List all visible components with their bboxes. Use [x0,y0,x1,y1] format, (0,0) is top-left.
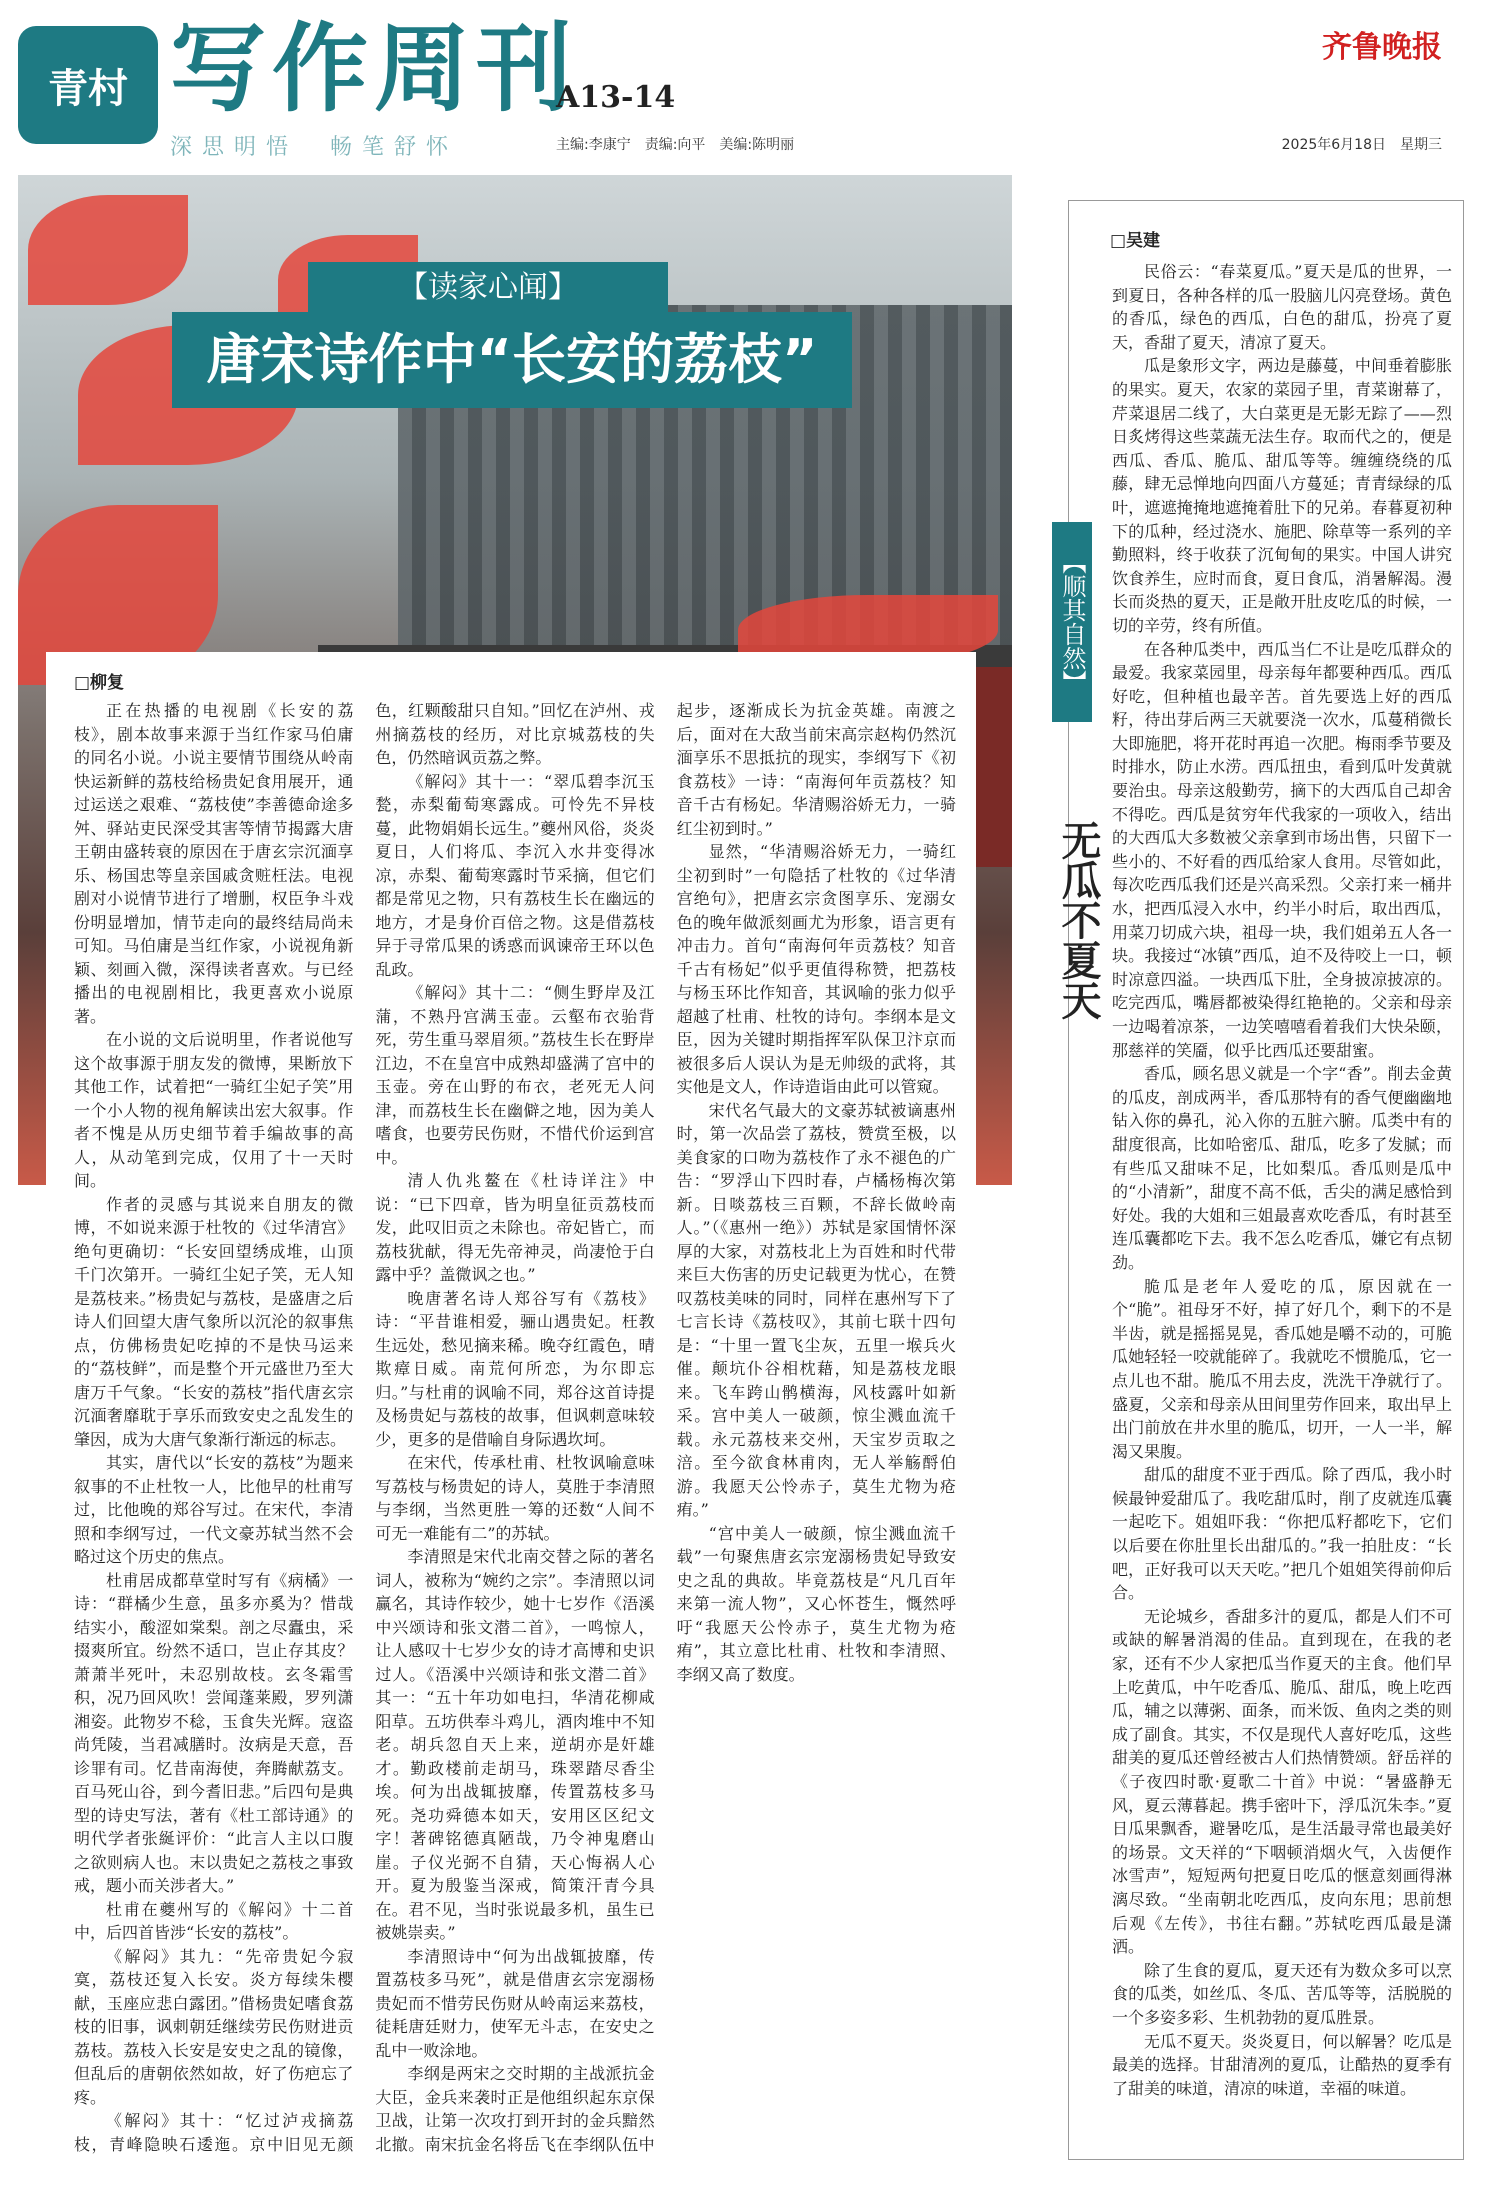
paragraph: 李纲是两宋之交时期的主战派抗金大臣，金兵来袭时正是他组织起东京保卫战，让第一次攻打到开封的金兵黯然北撤。南宋抗金名将岳飞在李纲队伍中起步，逐渐成长为抗金英雄。南渡之后，面对在大敌当前宋高宗赵构仍然沉湎享乐不思抵抗的现实，李纲写下《初食荔枝》一诗：“南海何年贡荔枝？知音千古有杨妃。华清赐浴娇无力，一骑红尘初到时。” [375,701,956,2154]
paragraph: 在各种瓜类中，西瓜当仁不让是吃瓜群众的最爱。我家菜园里，母亲每年都要种西瓜。西瓜好吃，但种植也最辛苦。首先要选上好的西瓜籽，待出芽后两三天就要浇一次水，瓜蔓稍微长大即施肥，将开花时再追一次肥。梅雨季节要及时排水，防止水涝。西瓜扭虫，看到瓜叶发黄就要治虫。母亲这般勤劳，摘下的大西瓜自己却舍不得吃。西瓜是贫穷年代我家的一项收入，结出的大西瓜大多数被父亲拿到市场出售，只留下一些小的、不好看的西瓜给家人食用。尽管如此，每次吃西瓜我们还是兴高采烈。父亲打来一桶井水，把西瓜浸入水中，约半小时后，取出西瓜，用菜刀切成六块，祖母一块，我们姐弟五人各一块。我接过“冰镇”西瓜，迫不及待咬上一口，顿时凉意四溢。一块西瓜下肚，全身披凉披凉的。吃完西瓜，嘴唇都被染得红艳艳的。父亲和母亲一边喝着凉茶，一边笑嘻嘻看着我们大快朵颐，那慈祥的笑靥，似乎比西瓜还要甜蜜。 [1112,639,1452,1060]
paragraph: 正在热播的电视剧《长安的荔枝》，剧本故事来源于当红作家马伯庸的同名小说。小说主要情节围绕从岭南快运新鲜的荔枝给杨贵妃食用展开，通过运送之艰难、“荔枝使”李善德命途多舛、驿站吏民深受其害等情节揭露大唐王朝由盛转衰的原因在于唐玄宗沉湎享乐、杨国忠等皇亲国戚贪赃枉法。电视剧对小说情节进行了增删，权臣争斗戏份明显增加，情节走向的最终结局尚未可知。马伯庸是当红作家，小说视角新颖、刻画入微，深得读者喜欢。与已经播出的电视剧相比，我更喜欢小说原著。 [74,701,354,1026]
left-article [46,652,976,2162]
paragraph: 《解闷》其十一：“翠瓜碧李沉玉甃，赤梨葡萄寒露成。可怜先不异枝蔓，此物娟娟长远生。”夔州风俗，炎炎夏日，人们将瓜、李沉入水井变得冰凉，赤梨、葡萄寒露时节采摘，但它们都是常见之物，只有荔枝生长在幽远的地方，才是身价百倍之物。这是借荔枝异于寻常瓜果的诱惑而讽谏帝王环以色乱政。 [375,771,655,979]
paragraph: “宫中美人一破颜，惊尘溅血流千载”一句聚焦唐玄宗宠溺杨贵妃导致安史之乱的典故。毕竟荔枝是“凡几百年来第一流人物”，又心怀苍生，慨然呼吁“我愿天公怜赤子，莫生尤物为疮痏”，其立意比杜甫、杜牧和李清照、李纲又高了数度。 [676,1523,956,1684]
paragraph: 除了生食的夏瓜，夏天还有为数众多可以烹食的瓜类，如丝瓜、冬瓜、苦瓜等等，活脱脱的一个多姿多彩、生机勃勃的夏瓜胜景。 [1112,1960,1452,2027]
paragraph: 其实，唐代以“长安的荔枝”为题来叙事的不止杜牧一人，比他早的杜甫写过，比他晚的郑谷写过。在宋代，李清照和李纲写过，一代文豪苏轼当然不会略过这个历史的焦点。 [74,1453,354,1566]
paragraph: 《解闷》其十二：“侧生野岸及江蒲，不熟丹宫满玉壶。云壑布衣骀背死，劳生重马翠眉须。”荔枝生长在野岸江边，不在皇宫中成熟却盛满了宫中的玉壶。旁在山野的布衣，老死无人问津，而荔枝生长在幽僻之地，因为美人嗜食，也要劳民伤财，不惜代价运到宫中。 [375,983,655,1167]
page-number: A13-14 [556,80,676,115]
left-article-byline: □柳复 [74,673,125,693]
issue-date: 2025年6月18日 星期三 [1281,137,1442,153]
paragraph: 无瓜不夏天。炎炎夏日，何以解暑？吃瓜是最美的选择。甘甜清冽的夏瓜，让酷热的夏季有了甜美的味道，清凉的味道，幸福的味道。 [1112,2031,1452,2098]
right-article-body [1112,260,1452,2150]
page-header [0,0,1488,170]
right-article-headline: 无瓜不夏天 [1055,820,1101,1020]
paragraph: 《解闷》其十：“忆过泸戎摘荔枝，青峰隐映石逶迤。京中旧见无颜色，红颗酸甜只自知。”回忆在泸州、戎州摘荔枝的经历，对比京城荔枝的失色，仍然暗讽贡荔之弊。 [74,701,655,2154]
paragraph: 晚唐著名诗人郑谷写有《荔枝》诗：“平昔谁相爱，骊山遇贵妃。枉教生远处，愁见摘来稀。晚夺红霞色，晴欺瘴日威。南荒何所恋，为尔即忘归。”与杜甫的讽喻不同，郑谷这首诗提及杨贵妃与荔枝的故事，但讽刺意味较少，更多的是借喻自身际遇坎坷。 [375,1288,655,1449]
paragraph: 显然，“华清赐浴娇无力，一骑红尘初到时”一句隐括了杜牧的《过华清宫绝句》，把唐玄宗贪图享乐、宠溺女色的晚年做派刻画尤为形象，语言更有冲击力。首句“南海何年贡荔枝？知音千古有杨妃”似乎更值得称赞，把荔枝与杨玉环比作知音，其讽喻的张力似乎超越了杜甫、杜牧的诗句。李纲本是文臣，因为关键时期指挥军队保卫汴京而被很多后人误认为是无帅级的武将，其实他是文人，作诗造诣由此可以管窥。 [676,842,956,1096]
section-slogan: 深思明悟 畅笔舒怀 [170,135,459,160]
newspaper-masthead: 齐鲁晚报 [1322,30,1442,65]
right-column-tag: 【顺其自然】 [1052,522,1092,722]
paragraph: 在小说的文后说明里，作者说他写这个故事源于朋友发的微博，果断放下其他工作，试着把“一骑红尘妃子笑”用一个小人物的视角解读出宏大叙事。作者不愧是从历史细节着手编故事的高人，从动笔到完成，仅用了十一天时间。 [74,1030,354,1190]
paragraph: 作者的灵感与其说来自朋友的微博，不如说来源于杜牧的《过华清宫》绝句更确切：“长安回望绣成堆，山顶千门次第开。一骑红尘妃子笑，无人知是荔枝来。”杨贵妃与荔枝，是盛唐之后诗人们回望大唐气象所以沉沦的叙事焦点，仿佛杨贵妃吃掉的不是快马运来的“荔枝鲜”，而是整个开元盛世乃至大唐万千气象。“长安的荔枝”指代唐玄宗沉湎奢靡耽于享乐而致安史之乱发生的肇因，成为大唐气象渐行渐远的标志。 [74,1194,354,1449]
paragraph: 杜甫在夔州写的《解闷》十二首中，后四首皆涉“长安的荔枝”。 [74,1899,354,1942]
paragraph: 宋代名气最大的文豪苏轼被谪惠州时，第一次品尝了荔枝，赞赏至极，以美食家的口吻为荔枝作了永不褪色的广告：“罗浮山下四时春，卢橘杨梅次第新。日啖荔枝三百颗，不辞长做岭南人。”（《惠州一绝》）苏轼是家国情怀深厚的大家，对荔枝北上为百姓和时代带来巨大伤害的历史记载更为忧心，在赞叹荔枝美味的同时，同样在惠州写下了七言长诗《荔枝叹》，其前七联十四句是：“十里一置飞尘灰，五里一堠兵火催。颠坑仆谷相枕藉，知是荔枝龙眼来。飞车跨山鹘横海，风枝露叶如新采。宫中美人一破颜，惊尘溅血流千载。永元荔枝来交州，天宝岁贡取之涪。至今欲食林甫肉，无人举觞酹伯游。我愿天公怜赤子，莫生尤物为疮痏。” [676,1100,956,1519]
section-logo: 青村 [18,26,158,144]
paragraph: 香瓜，顾名思义就是一个字“香”。削去金黄的瓜皮，剖成两半，香瓜那特有的香气便幽幽地钻入你的鼻孔，沁入你的五脏六腑。瓜类中有的甜度很高，比如哈密瓜、甜瓜，吃多了发腻；而有些瓜又甜味不足，比如梨瓜。香瓜则是瓜中的“小清新”，甜度不高不低，舌尖的满足感恰到好处。我的大姐和三姐最喜欢吃香瓜，有时甚至连瓜囊都吃下去。我不怎么吃香瓜，嫌它有点韧劲。 [1112,1064,1452,1272]
left-article-headline: 唐宋诗作中“长安的荔枝” [172,312,852,408]
paragraph: 李清照是宋代北南交替之际的著名词人，被称为“婉约之宗”。李清照以词赢名，其诗作较少，她十七岁作《浯溪中兴颂诗和张文潜二首》，一鸣惊人，让人感叹十七岁少女的诗才高博和史识过人。《浯溪中兴颂诗和张文潜二首》其一：“五十年功如电扫，华清花柳咸阳草。五坊供奉斗鸡儿，酒肉堆中不知老。胡兵忽自天上来，逆胡亦是奸雄才。勤政楼前走胡马，珠翠踏尽香尘埃。何为出战辄披靡，传置荔枝多马死。尧功舜德本如天，安用区区纪文字！著碑铭德真陋哉，乃令神鬼磨山崖。子仪光弼不自猜，天心悔祸人心开。夏为殷鉴当深戒，简策汗青今具在。君不见，当时张说最多机，虽生已被姚崇卖。” [375,1547,655,1942]
paragraph: 《解闷》其九：“先帝贵妃今寂寞，荔枝还复入长安。炎方每续朱樱献，玉座应悲白露团。”借杨贵妃嗜食荔枝的旧事，讽刺朝廷继续劳民伤财进贡荔枝。荔枝入长安是安史之乱的镜像，但乱后的唐朝依然如故，好了伤疤忘了疼。 [74,1946,354,2107]
section-title: 写作周刊 [170,13,578,125]
paragraph: 瓜是象形文字，两边是藤蔓，中间垂着膨胀的果实。夏天，农家的菜园子里，青菜谢幕了，芹菜退居二线了，大白菜更是无影无踪了——烈日炙烤得这些菜蔬无法生存。取而代之的，便是西瓜、香瓜、脆瓜、甜瓜等等。缠缠绕绕的瓜藤，肆无忌惮地向四面八方蔓延；青青绿绿的瓜叶，遮遮掩掩地遮掩着肚下的兄弟。春暮夏初种下的瓜种，经过浇水、施肥、除草等一系列的辛勤照料，终于收获了沉甸甸的果实。中国人讲究饮食养生，应时而食，夏日食瓜，消暑解渴。漫长而炎热的夏天，正是敞开肚皮吃瓜的时候，一切的辛劳，终有所值。 [1112,356,1452,635]
paragraph: 脆瓜是老年人爱吃的瓜，原因就在一个“脆”。祖母牙不好，掉了好几个，剩下的不是半齿，就是摇摇晃晃，香瓜她是嚼不动的，可脆瓜她轻轻一咬就能碎了。我就吃不惯脆瓜，它一点儿也不甜。脆瓜不用去皮，洗洗干净就行了。盛夏，父亲和母亲从田间里劳作回来，取出早上出门前放在井水里的脆瓜，切开，一人一半，解渴又果腹。 [1112,1276,1452,1461]
left-column-tag: 【读家心闻】 [308,262,668,314]
editor-credits: 主编:李康宁 责编:向平 美编:陈明丽 [556,137,795,153]
left-article-body [74,699,956,2179]
paragraph: 李清照诗中“何为出战辄披靡，传置荔枝多马死”，就是借唐玄宗宠溺杨贵妃而不惜劳民伤财从岭南运来荔枝，徒耗唐廷财力，使军无斗志，在安史之乱中一败涂地。 [375,1946,655,2060]
right-article-byline: □吴建 [1110,231,1161,251]
paragraph: 杜甫居成都草堂时写有《病橘》一诗：“群橘少生意，虽多亦奚为？惜哉结实小，酸涩如棠梨。剖之尽蠹虫，采掇爽所宜。纷然不适口，岂止存其皮？萧萧半死叶，未忍别故枝。玄冬霜雪积，况乃回风吹！尝闻蓬莱殿，罗列潇湘姿。此物岁不稔，玉食失光辉。寇盗尚凭陵，当君减膳时。汝病是天意，吾诊罪有司。忆昔南海使，奔腾献荔支。百马死山谷，到今耆旧悲。”后四句是典型的诗史写法，著有《杜工部诗通》的明代学者张綖评价：“此言人主以口腹之欲则病人也。末以贵妃之荔枝之事致戒，题小而关涉者大。” [74,1570,354,1895]
paragraph: 民俗云：“春菜夏瓜。”夏天是瓜的世界，一到夏日，各种各样的瓜一股脑儿闪亮登场。黄色的香瓜，绿色的西瓜，白色的甜瓜，扮亮了夏天，香甜了夏天，清凉了夏天。 [1112,262,1452,352]
paragraph: 清人仇兆鳌在《杜诗详注》中说：“已下四章，皆为明皇征贡荔枝而发，此叹旧贡之未除也。帝妃皆亡，而荔枝犹献，得无先帝神灵，尚凄怆于白露中乎？盖微讽之也。” [375,1171,655,1284]
paragraph: 在宋代，传承杜甫、杜牧讽喻意味写荔枝与杨贵妃的诗人，莫胜于李清照与李纲，当然更胜一筹的还数“人间不可无一难能有二”的苏轼。 [375,1453,655,1543]
maple-leaves [28,195,188,305]
paragraph: 甜瓜的甜度不亚于西瓜。除了西瓜，我小时候最钟爱甜瓜了。我吃甜瓜时，削了皮就连瓜囊一起吃下。姐姐吓我：“你把瓜籽都吃下，它们以后要在你肚里长出甜瓜的。”我一拍肚皮：“长吧，正好我可以天天吃。”把几个姐姐笑得前仰后合。 [1112,1465,1452,1603]
paragraph: 无论城乡，香甜多汁的夏瓜，都是人们不可或缺的解暑消渴的佳品。直到现在，在我的老家，还有不少人家把瓜当作夏天的主食。他们早上吃黄瓜，中午吃香瓜、脆瓜、甜瓜，晚上吃西瓜，辅之以薄粥、面条，而米饭、鱼肉之类的则成了副食。其实，不仅是现代人喜好吃瓜，这些甜美的夏瓜还曾经被古人们热情赞颂。舒岳祥的《子夜四时歌·夏歌二十首》中说：“暑盛静无风，夏云薄暮起。携手密叶下，浮瓜沉朱李。”夏日瓜果飘香，避暑吃瓜，是生活最寻常也最美好的场景。文天祥的“下咽顿消烟火气，入齿便作冰雪声”，短短两句把夏日吃瓜的惬意刻画得淋漓尽致。“坐南朝北吃西瓜，皮向东甩；思前想后观《左传》，书往右翻。”苏轼吃西瓜最是潇洒。 [1112,1606,1452,1957]
